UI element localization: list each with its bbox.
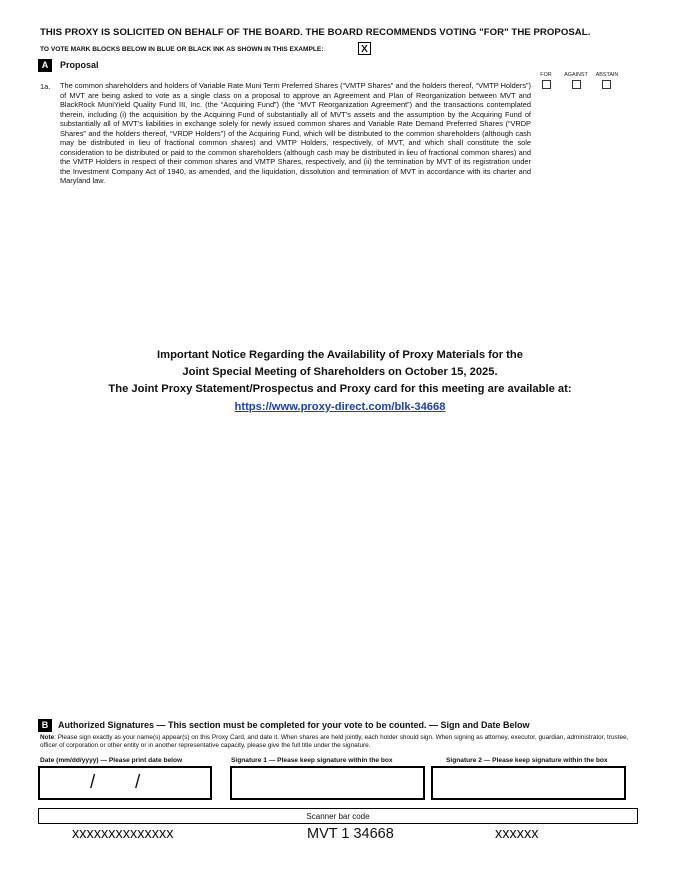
proposal-text: The common shareholders and holders of Variable Rate Muni Term Preferred Shares (“VMTP Shares” and the holders thereof, “VMTP Holders”) of MVT are being asked to vote as a single class on a proposal to approve an Agreement and Plan of Reorganization between MVT and BlackRock MuniYield Quality Fund III, Inc. (the “Acquiring Fund”) (the “MVT Reorganization Agreement”) and the transactions contemplated therein, including (i) the acquisition by the Acquiring Fund of substantially all of MVT’s assets and the assumption by the Acquiring Fund of substantially all of MVT’s liabilities in exchange solely for newly issued common shares and Variable Rate Demand Preferred Shares (“VRDP Shares” and the holders thereof, “VRDP Holders”) of the Acquiring Fund, which will be distributed to the common shareholders (although cash may be distributed in lieu of fractional common shares) and VMTP Holders, respectively, of MVT, and which shall constitute the sole consideration to be distributed or paid to the common shareholders (although cash may be distributed in lieu of fractional common shares) and the VMTP Holders in respect of their common shares and VMTP Shares, respectively, and (ii) the termination by MVT of its registration under the Investment Company Act of 1940, as amended, and the liquidation, dissolution and termination of MVT in accordance with its charter and Maryland law. — [60, 81, 531, 186]
scanner-bar-code-box: Scanner bar code — [38, 808, 638, 824]
example-mark-box: X — [358, 42, 371, 55]
signature-2-label: Signature 2 — Please keep signature within the box — [446, 757, 608, 764]
code-right: xxxxxx — [495, 826, 539, 842]
code-center: MVT 1 34668 — [307, 826, 394, 842]
signature-1-box[interactable] — [230, 766, 425, 800]
proxy-materials-notice — [40, 347, 640, 416]
section-b-badge: B — [38, 719, 52, 732]
notice-line-2: Joint Special Meeting of Shareholders on October 15, 2025. — [182, 366, 498, 379]
signature-note — [40, 734, 640, 750]
date-input-box[interactable] — [38, 766, 212, 800]
solicitation-header: THIS PROXY IS SOLICITED ON BEHALF OF THE BOARD. THE BOARD RECOMMENDS VOTING "FOR" THE PROPOSAL. — [40, 27, 591, 38]
section-a-badge: A — [38, 59, 52, 72]
note-label: Note — [40, 734, 55, 741]
note-text: : Please sign exactly as your name(s) appear(s) on this Proxy Card, and date it. When shares are held jointly, each holder should sign. When signing as attorney, executor, guardian, administrator, trustee, officer of corporation or other entity or in another representative capacity, please give the full title under the signature. — [40, 734, 629, 749]
voting-instruction: TO VOTE MARK BLOCKS BELOW IN BLUE OR BLACK INK AS SHOWN IN THIS EXAMPLE: — [40, 46, 324, 53]
signature-2-box[interactable] — [431, 766, 626, 800]
notice-line-1: Important Notice Regarding the Availability of Proxy Materials for the — [157, 349, 523, 361]
vote-for-checkbox[interactable] — [542, 80, 551, 89]
date-separator-1: / — [90, 772, 96, 793]
date-separator-2: / — [135, 772, 141, 793]
column-against-header: AGAINST — [564, 72, 588, 78]
column-abstain-header: ABSTAIN — [595, 72, 619, 78]
vote-abstain-checkbox[interactable] — [602, 80, 611, 89]
vote-against-checkbox[interactable] — [572, 80, 581, 89]
proposal-number: 1a. — [40, 82, 51, 91]
code-left: xxxxxxxxxxxxxx — [72, 826, 174, 842]
date-label: Date (mm/dd/yyyy) — Please print date below — [40, 757, 183, 764]
proxy-materials-link[interactable]: https://www.proxy-direct.com/blk-34668 — [234, 400, 446, 413]
notice-line-3: The Joint Proxy Statement/Prospectus and Proxy card for this meeting are available at: — [108, 383, 572, 396]
section-b-title: Authorized Signatures — This section must be completed for your vote to be counted. — Sign and Date Below — [58, 720, 530, 730]
section-a-title: Proposal — [60, 60, 99, 70]
column-for-header: FOR — [540, 72, 552, 78]
signature-1-label: Signature 1 — Please keep signature within the box — [231, 757, 393, 764]
